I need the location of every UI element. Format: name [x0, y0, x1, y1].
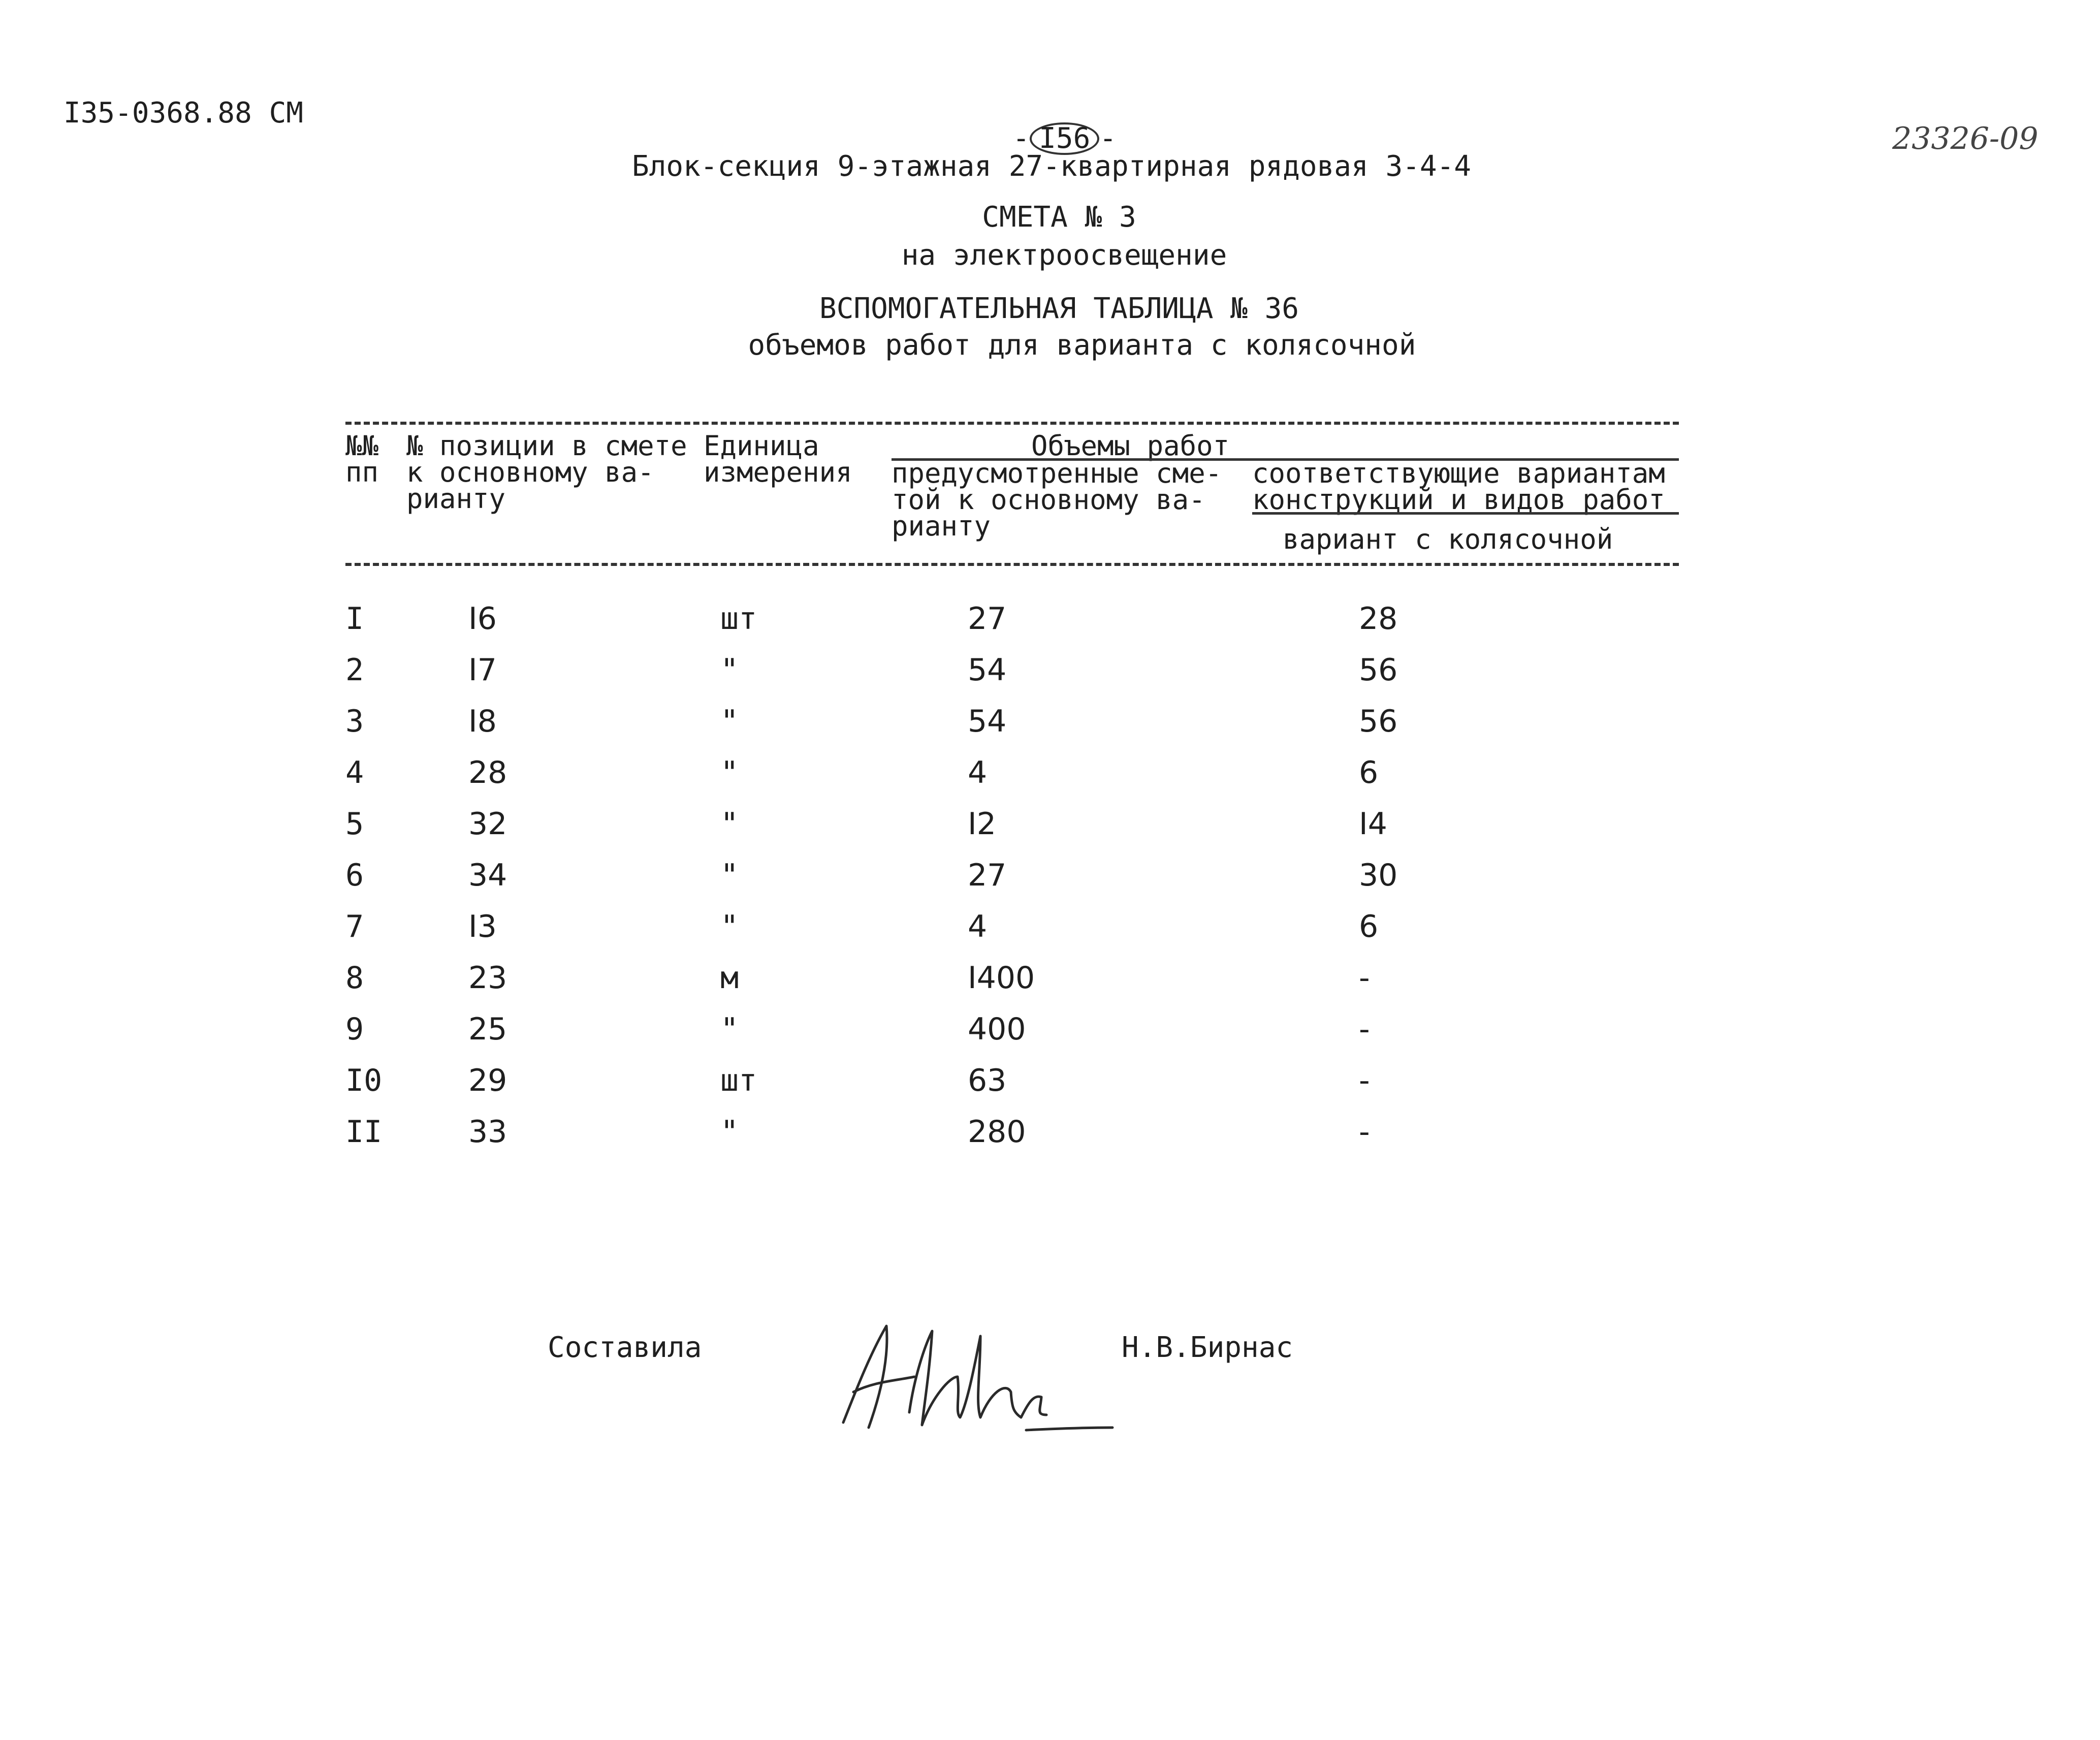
cell-unit: "	[720, 652, 739, 688]
cell-position: 29	[468, 1063, 507, 1098]
cell-position: 34	[468, 858, 507, 893]
compiled-label: Составила	[548, 1331, 702, 1364]
cell-planned: 4	[968, 909, 988, 944]
cell-unit: "	[720, 858, 739, 893]
header-corresponding-rule	[1252, 512, 1679, 515]
cell-position: 33	[468, 1114, 507, 1150]
cell-row-number: 2	[345, 652, 364, 688]
cell-variant: -	[1359, 1114, 1370, 1150]
cell-planned: 54	[968, 704, 1007, 739]
header-volumes: Объемы работ	[1031, 430, 1230, 462]
cell-variant: I4	[1359, 806, 1387, 842]
cell-unit: "	[720, 1114, 739, 1150]
cell-row-number: 4	[345, 755, 364, 790]
cell-planned: 54	[968, 652, 1007, 688]
cell-variant: 56	[1359, 704, 1398, 739]
cell-unit: "	[720, 1011, 739, 1047]
cell-planned: 280	[968, 1114, 1026, 1150]
cell-unit: м	[720, 960, 739, 996]
cell-position: 28	[468, 755, 507, 790]
cell-planned: I400	[968, 960, 1035, 996]
cell-unit: "	[720, 704, 739, 739]
cell-planned: 400	[968, 1011, 1026, 1047]
cell-row-number: 8	[345, 960, 364, 996]
estimate-title: СМЕТА № 3	[982, 201, 1136, 234]
cell-unit: "	[720, 755, 739, 790]
cell-position: I8	[468, 704, 497, 739]
header-planned: предусмотренные сме- той к основному ва- рианту	[892, 457, 1222, 542]
cell-variant: 30	[1359, 858, 1398, 893]
page-dash-right: -	[1099, 122, 1117, 155]
cell-position: I3	[468, 909, 497, 944]
cell-planned: 27	[968, 858, 1007, 893]
page-number	[978, 94, 1117, 155]
archive-number: 23326-09	[1892, 121, 2039, 156]
cell-row-number: 9	[345, 1011, 364, 1047]
cell-variant: -	[1359, 960, 1370, 996]
cell-planned: I2	[968, 806, 996, 842]
cell-position: I7	[468, 652, 497, 688]
aux-table-subtitle: объемов работ для варианта с колясочной	[748, 329, 1416, 362]
compiler-name: Н.В.Бирнас	[1122, 1331, 1293, 1364]
header-row-number: №№ пп	[345, 430, 379, 488]
table-top-dashed-rule	[345, 422, 1679, 425]
header-unit: Единица измерения	[704, 430, 852, 488]
cell-planned: 27	[968, 601, 1007, 637]
header-corresponding: соответствующие вариантам конструкций и видов работ	[1252, 457, 1665, 516]
cell-variant: 56	[1359, 652, 1398, 688]
cell-unit: "	[720, 806, 739, 842]
cell-row-number: 7	[345, 909, 364, 944]
signature-image	[833, 1316, 1118, 1438]
block-section-title: Блок-секция 9-этажная 27-квартирная рядовая 3-4-4	[631, 150, 1472, 183]
cell-row-number: II	[345, 1114, 383, 1150]
page-number-circled: I56	[1030, 122, 1099, 155]
cell-row-number: I	[345, 601, 364, 637]
cell-planned: 63	[968, 1063, 1007, 1098]
cell-variant: 28	[1359, 601, 1398, 637]
cell-position: I6	[468, 601, 497, 637]
page-dash-left: -	[1012, 122, 1030, 155]
header-position: № позиции в смете к основному ва- рианту	[406, 430, 687, 515]
estimate-subtitle: на электроосвещение	[901, 239, 1227, 272]
cell-unit: шт	[720, 1063, 757, 1098]
cell-variant: 6	[1359, 909, 1379, 944]
header-variant: вариант с колясочной	[1283, 523, 1613, 555]
cell-row-number: I0	[345, 1063, 383, 1098]
cell-row-number: 5	[345, 806, 364, 842]
cell-unit: шт	[720, 601, 757, 637]
cell-variant: -	[1359, 1011, 1370, 1047]
cell-variant: 6	[1359, 755, 1379, 790]
cell-position: 23	[468, 960, 507, 996]
cell-position: 32	[468, 806, 507, 842]
cell-position: 25	[468, 1011, 507, 1047]
cell-variant: -	[1359, 1063, 1370, 1098]
table-header-dashed-rule	[345, 563, 1679, 566]
cell-planned: 4	[968, 755, 988, 790]
aux-table-title: ВСПОМОГАТЕЛЬНАЯ ТАБЛИЦА № 36	[819, 292, 1299, 325]
cell-row-number: 3	[345, 704, 364, 739]
cell-unit: "	[720, 909, 739, 944]
document-code: I35-0368.88 СМ	[63, 97, 304, 130]
cell-row-number: 6	[345, 858, 364, 893]
